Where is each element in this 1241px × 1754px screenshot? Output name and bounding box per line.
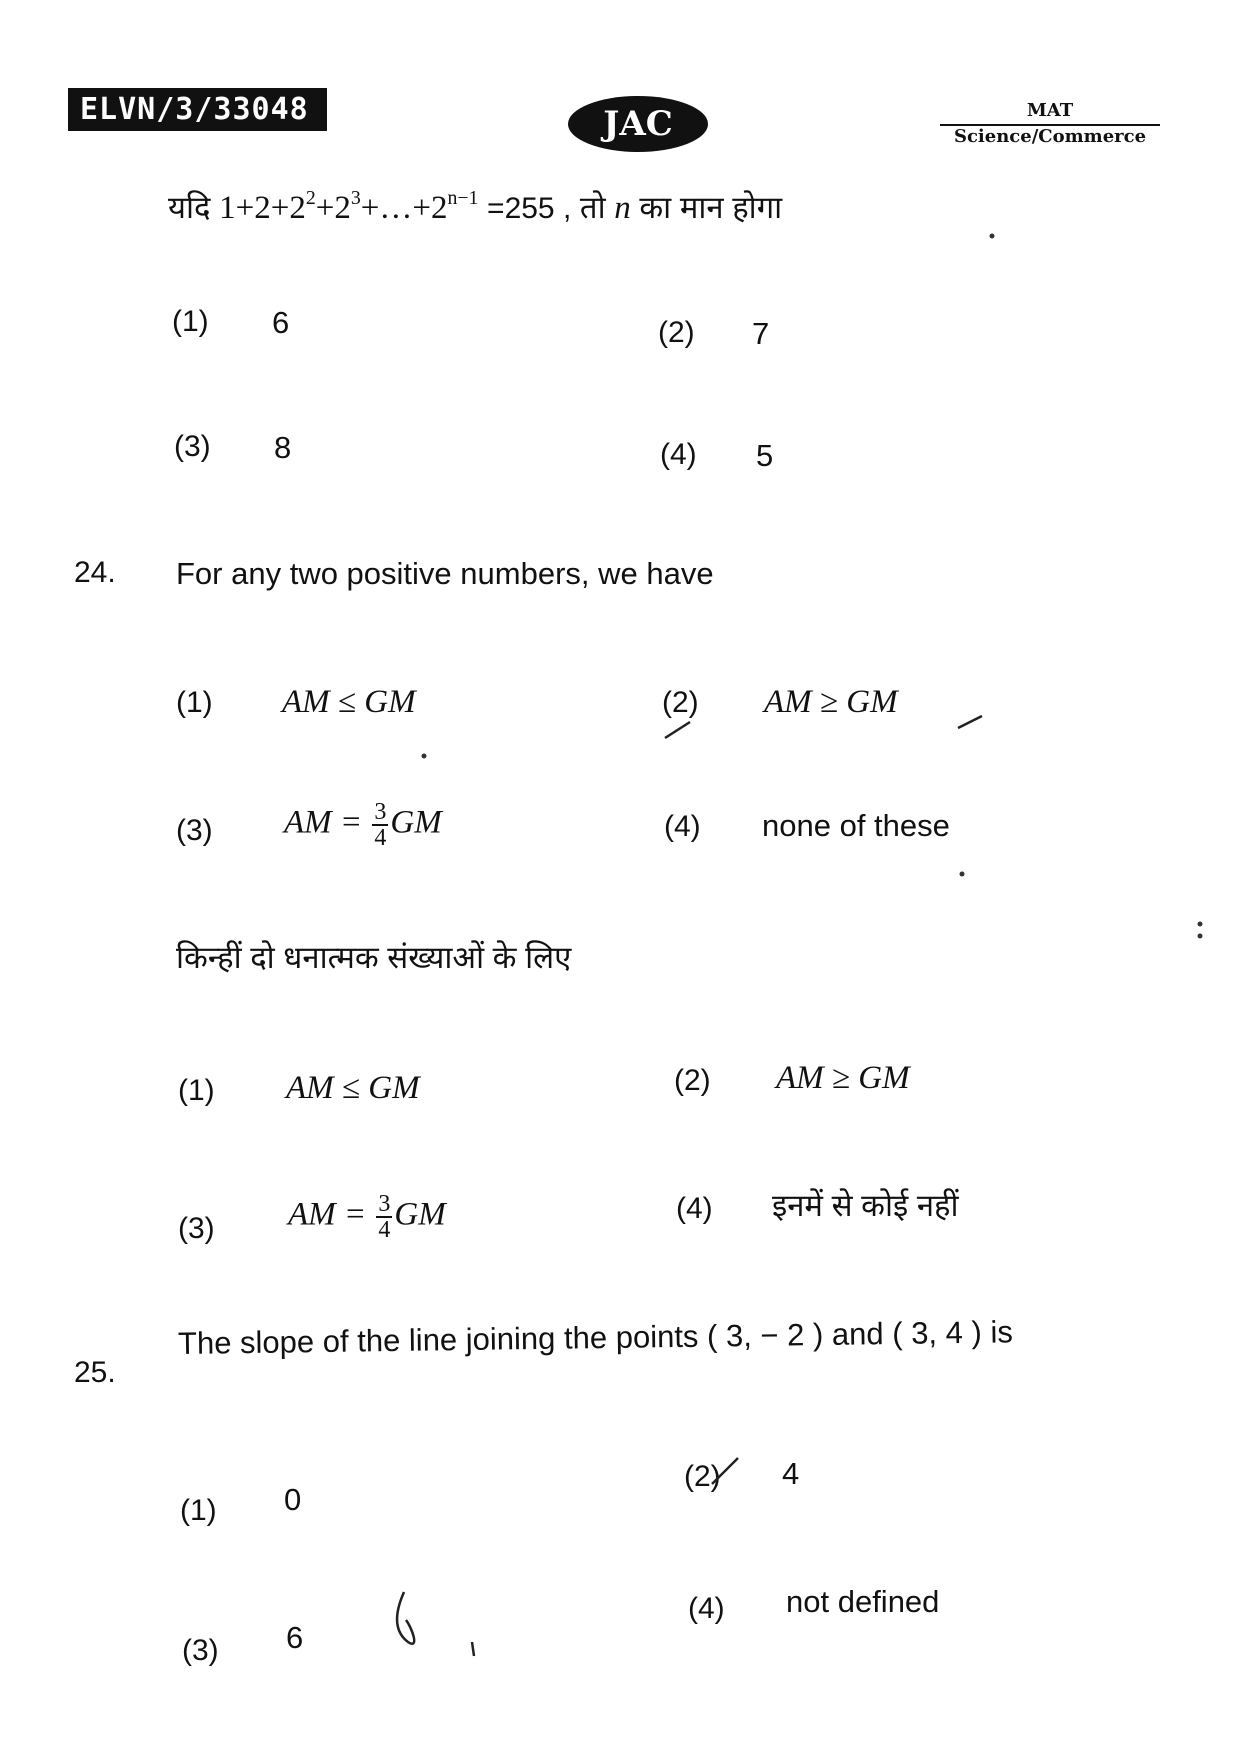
- q24h-option-3-value: AM = $\frac{3}{4}$ GM: [288, 1191, 446, 1243]
- q23-option-4-value: 5: [756, 438, 774, 473]
- board-logo: JAC: [568, 96, 708, 152]
- scan-dot: [1198, 934, 1203, 939]
- q23-option-3-number: (3): [174, 430, 211, 463]
- q24h-option-2-number: (2): [674, 1064, 711, 1097]
- scan-dot: [1198, 922, 1203, 927]
- scan-dot: [422, 754, 427, 759]
- fraction: $\frac{3}{4}$: [378, 1191, 391, 1243]
- tick-mark-q25: [712, 1458, 738, 1484]
- q23-option-1-number: (1): [172, 305, 209, 338]
- fraction: $\frac{3}{4}$: [374, 799, 387, 851]
- q24h-option-1-value: AM ≤ GM: [286, 1070, 420, 1106]
- q24-hindi-question: किन्हीं दो धनात्मक संख्याओं के लिए: [176, 940, 572, 975]
- q24h-option-4-number: (4): [676, 1192, 713, 1225]
- q23-option-3-value: 8: [274, 430, 292, 465]
- q24h-option-2-value: AM ≥ GM: [776, 1060, 910, 1096]
- q24-number: 24.: [74, 556, 116, 589]
- scribble-stroke: [472, 1642, 474, 1656]
- q24-option-3-number: (3): [176, 814, 213, 847]
- tick-mark-q24: [665, 722, 690, 738]
- q24-option-2-value: AM ≥ GM: [764, 684, 898, 720]
- q23-option-2-value: 7: [752, 316, 770, 351]
- q25-option-1-number: (1): [180, 1494, 217, 1527]
- q25-option-3-value: 6: [286, 1620, 304, 1655]
- q23-option-2-number: (2): [658, 316, 695, 349]
- q25-question: The slope of the line joining the points ( 3, − 2 ) and ( 3, 4 ) is: [177, 1314, 1014, 1361]
- q24-option-4-number: (4): [664, 810, 701, 843]
- scan-dot: [960, 872, 965, 877]
- q25-number: 25.: [74, 1356, 116, 1389]
- q23-hindi-question: यदि $1+2+2^2+2^3+\dots+2^{n-1} =255$ , तो n का मान होगा: [168, 187, 783, 226]
- q24-option-1-value: AM ≤ GM: [282, 684, 416, 720]
- q25-option-4-value: not defined: [786, 1584, 940, 1619]
- subject-label: MAT: [1026, 100, 1074, 121]
- q25-option-1-value: 0: [284, 1482, 302, 1517]
- paper-code: ELVN/3/33048: [68, 88, 327, 131]
- q25-option-2-number: (2): [684, 1460, 721, 1493]
- q24h-option-1-number: (1): [178, 1074, 215, 1107]
- scan-dot: [990, 234, 995, 239]
- tick-mark-q24-side: [958, 716, 982, 728]
- q23-option-1-value: 6: [272, 305, 290, 340]
- q24-option-4-value: none of these: [762, 808, 950, 843]
- q25-option-4-number: (4): [688, 1592, 725, 1625]
- q25-option-2-value: 4: [782, 1456, 800, 1491]
- q25-option-3-number: (3): [182, 1634, 219, 1667]
- q24h-option-4-value: इनमें से कोई नहीं: [772, 1188, 959, 1223]
- q24-option-2-number: (2): [662, 686, 699, 719]
- handwritten-scribble: [397, 1592, 414, 1644]
- stream-label: Science/Commerce: [953, 126, 1147, 147]
- q24-question: For any two positive numbers, we have: [176, 556, 714, 591]
- q24-option-3-value: AM = $\frac{3}{4}$ GM: [284, 799, 442, 851]
- q24-option-1-number: (1): [176, 686, 213, 719]
- q24h-option-3-number: (3): [178, 1212, 215, 1245]
- q23-option-4-number: (4): [660, 438, 697, 471]
